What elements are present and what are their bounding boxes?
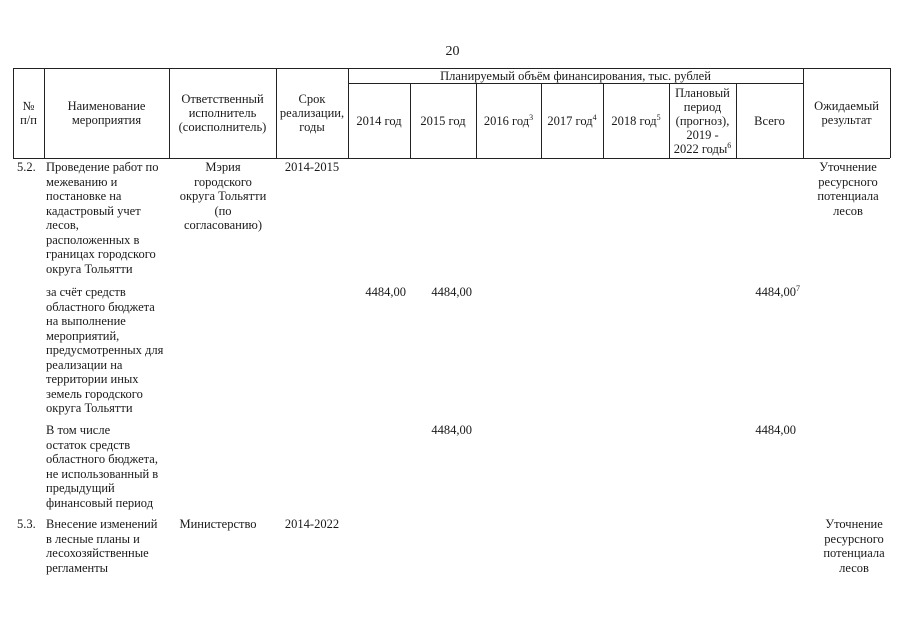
row-result: Уточнение ресурсного потенциала лесов bbox=[823, 517, 885, 575]
row-term: 2014-2022 bbox=[284, 517, 340, 531]
header-2015: 2015 год bbox=[420, 113, 466, 128]
footnote-4: 4 bbox=[592, 112, 597, 122]
row-name: В том числе остаток средств областного бюджета, не использованный в предыдущий финансовый период bbox=[46, 423, 159, 510]
row-2015: 4484,00 bbox=[431, 423, 472, 437]
row-2014: 4484,00 bbox=[365, 285, 406, 299]
row-total-value: 4484,00 bbox=[755, 285, 796, 299]
header-num: № п/п bbox=[20, 99, 37, 127]
footnote-7: 7 bbox=[796, 283, 800, 293]
footnote-3: 3 bbox=[529, 112, 534, 122]
row-2015: 4484,00 bbox=[431, 285, 472, 299]
header-name: Наименование мероприятия bbox=[67, 99, 146, 127]
header-plan-period bbox=[669, 83, 736, 158]
header-bottom-border bbox=[13, 158, 890, 159]
header-2018 bbox=[603, 83, 669, 158]
header-executor: Ответственный исполнитель (соисполнитель) bbox=[178, 92, 267, 134]
footnote-5: 5 bbox=[656, 112, 661, 122]
row-name: Внесение изменений в лесные планы и лесохозяйственные регламенты bbox=[46, 517, 158, 575]
header-2016 bbox=[476, 83, 541, 158]
header-total: Всего bbox=[754, 113, 785, 128]
header-2016-label: 2016 год bbox=[483, 113, 530, 128]
row-executor: Министерство bbox=[179, 517, 257, 531]
row-term: 2014-2015 bbox=[284, 160, 340, 174]
row-num: 5.3. bbox=[17, 517, 36, 531]
row-executor: Мэрия городского округа Тольятти (по согласованию) bbox=[179, 160, 267, 232]
header-funding-group: Планируемый объём финансирования, тыс. рублей bbox=[440, 69, 711, 83]
header-plan-period-label: Плановый период (прогноз), 2019 - 2022 годы bbox=[673, 85, 730, 156]
row-num: 5.2. bbox=[17, 160, 36, 174]
header-2017-label: 2017 год bbox=[547, 113, 593, 128]
header-result: Ожидаемый результат bbox=[814, 99, 879, 127]
header-2014: 2014 год bbox=[356, 113, 402, 128]
row-total bbox=[736, 285, 800, 300]
header-right-border bbox=[890, 68, 891, 158]
row-result: Уточнение ресурсного потенциала лесов bbox=[817, 160, 879, 218]
footnote-6: 6 bbox=[727, 140, 732, 150]
header-term: Срок реализации, годы bbox=[279, 92, 345, 134]
page-number: 20 bbox=[445, 44, 460, 59]
header-2018-label: 2018 год bbox=[611, 113, 657, 128]
row-name: за счёт средств областного бюджета на выполнение мероприятий, предусмотренных для реализации на территории иных земель городского округа Тольятти bbox=[46, 285, 164, 415]
header-2017 bbox=[541, 83, 603, 158]
row-name: Проведение работ по межеванию и постановке на кадастровый учет лесов, расположенных в границах городского округа Тольятти bbox=[46, 160, 159, 276]
row-total: 4484,00 bbox=[755, 423, 796, 437]
